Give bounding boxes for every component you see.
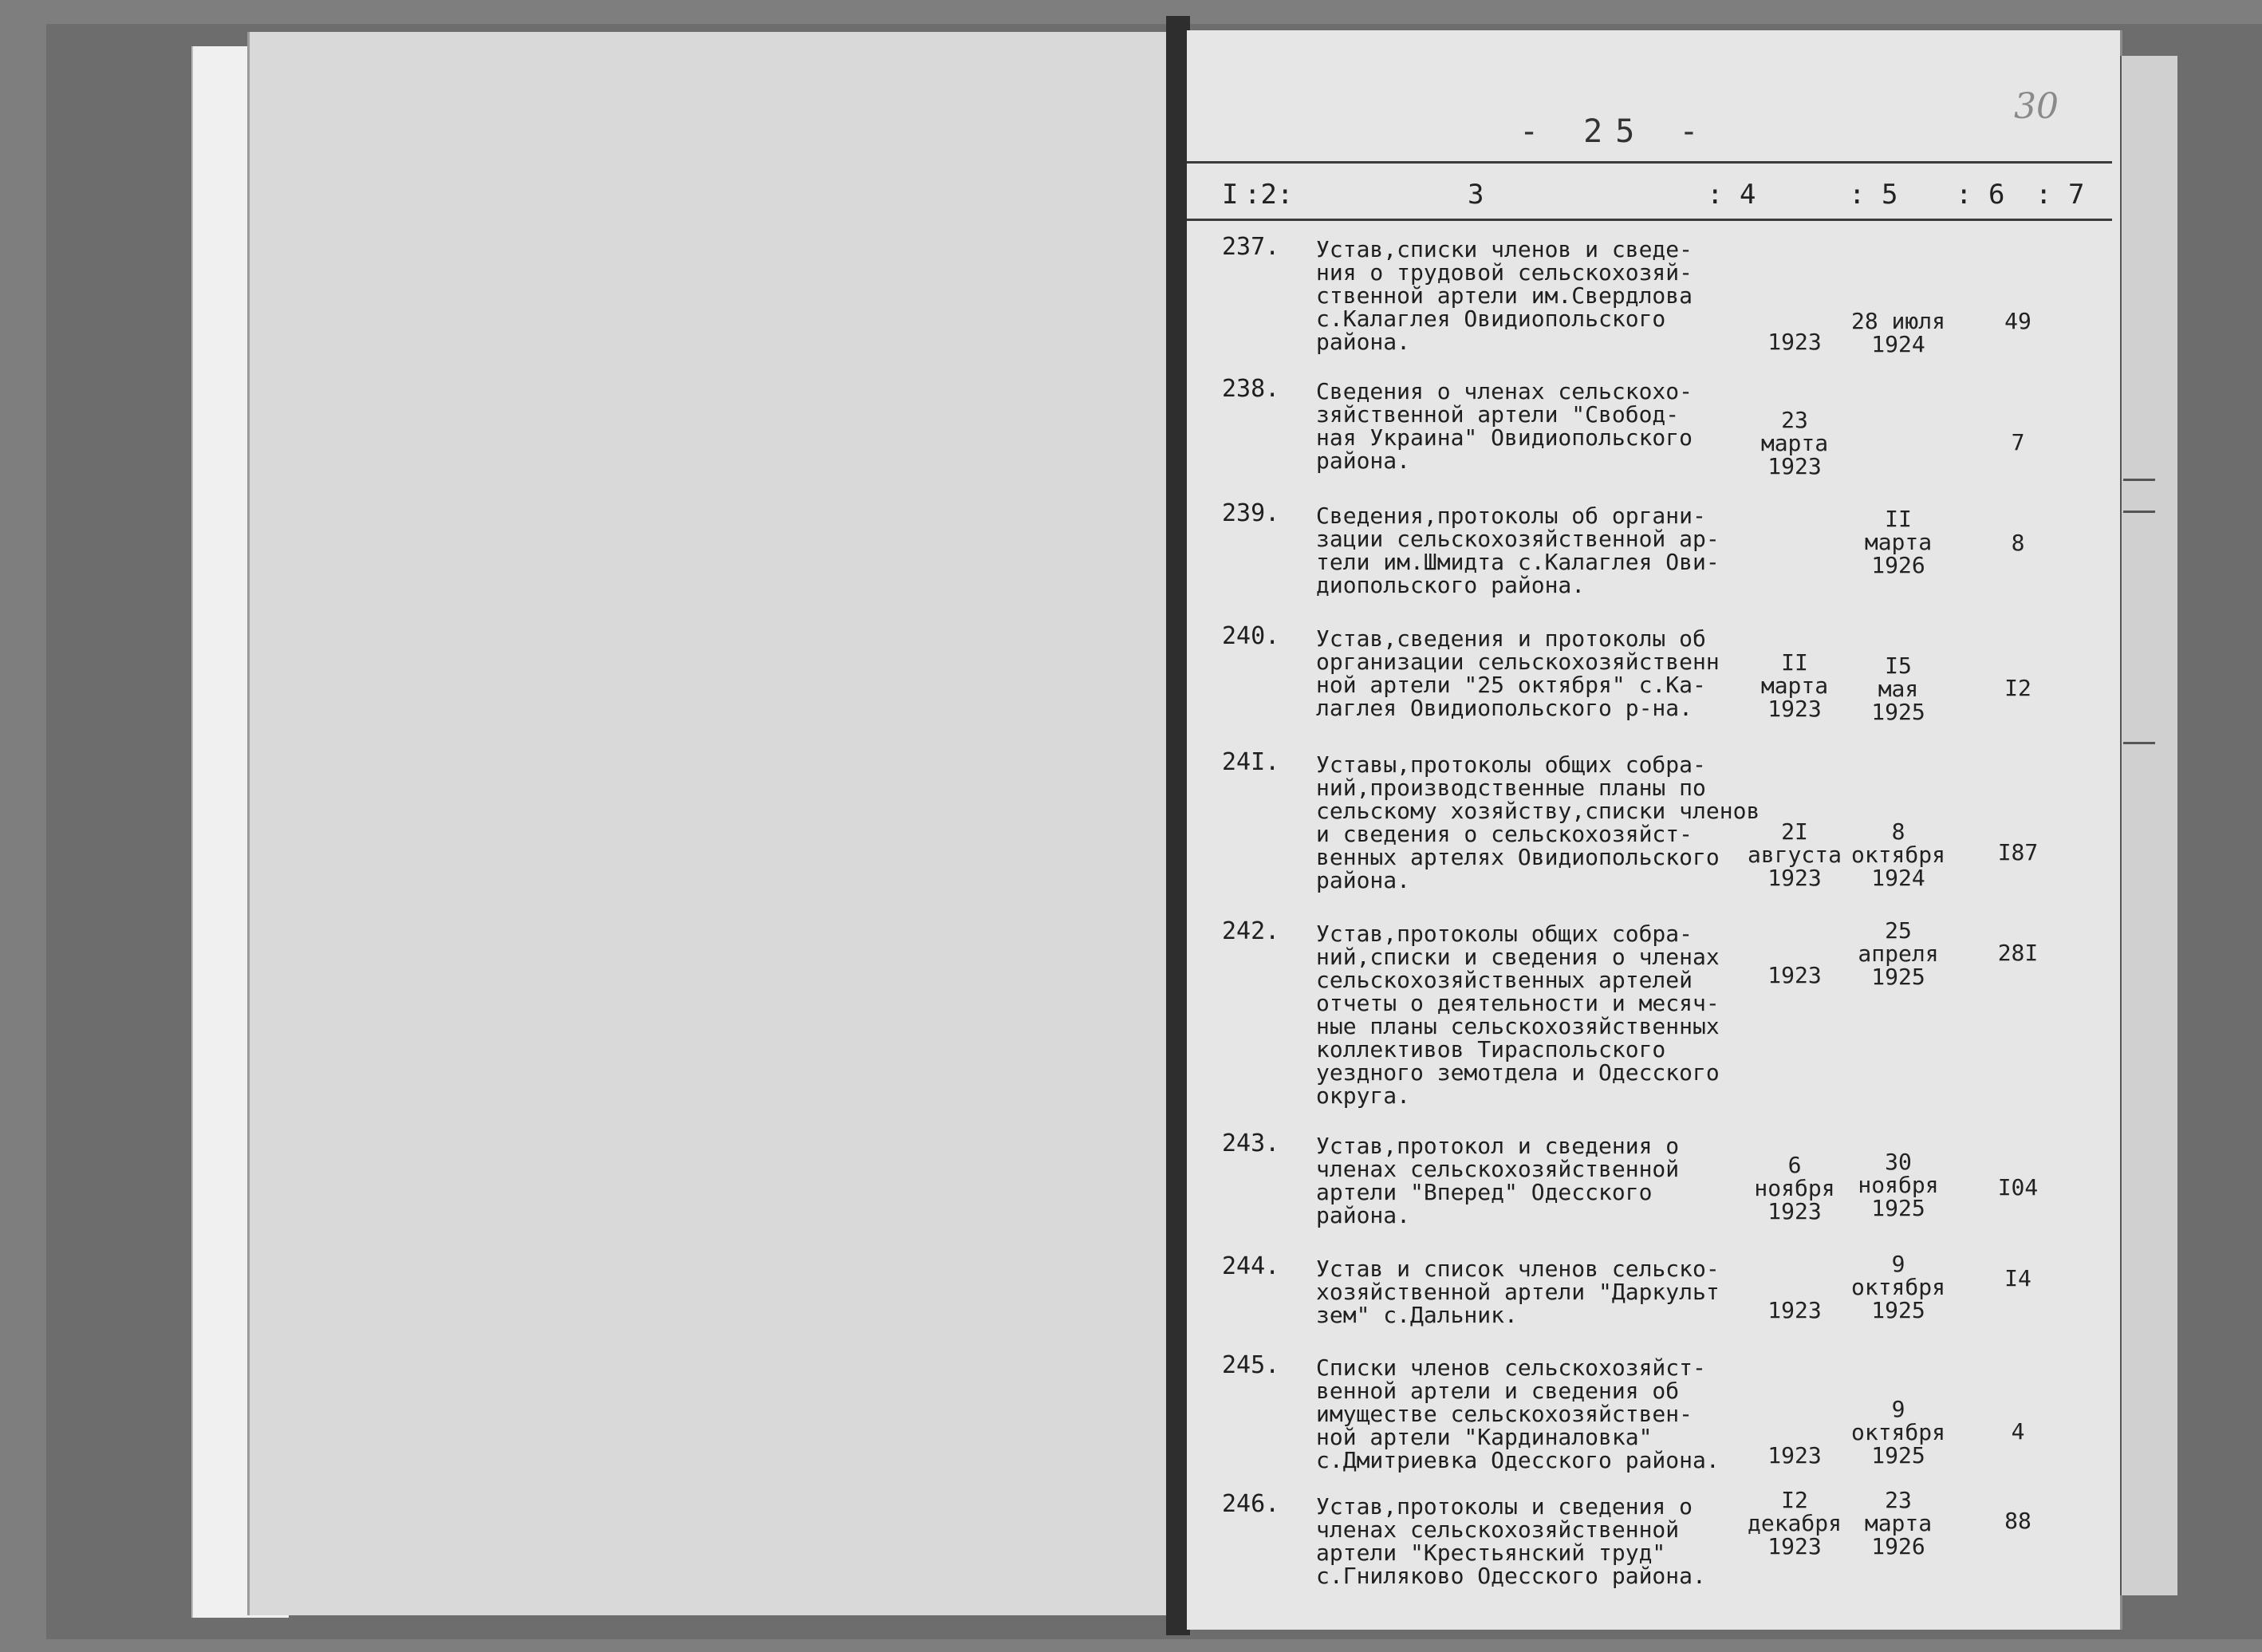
entry-description: Списки членов сельскохозяйст- венной артели и сведения об имуществе сельскохозяйствен- ной артели "Кардиналовка" с.Дмитриевка Одесского района.: [1316, 1354, 1720, 1473]
entry-description: Устав,протоколы и сведения о членах сельскохозяйственной артели "Крестьянский труд" с.Гниляково Одесского района.: [1316, 1493, 1706, 1589]
column-header-5: : 5: [1849, 179, 1898, 211]
entry-sheet-count: 88: [2004, 1508, 2031, 1534]
entry-end-date: 23 марта 1926: [1864, 1487, 1933, 1559]
column-header-1: I: [1222, 179, 1239, 211]
column-header-2: :2:: [1244, 179, 1294, 211]
entry-sheet-count: I2: [2004, 675, 2031, 701]
entry-description: Устав,протокол и сведения о членах сельскохозяйственной артели "Вперед" Одесского района.: [1316, 1133, 1680, 1228]
entry-sheet-count: 28I: [1997, 940, 2039, 966]
entry-start-date: II марта 1923: [1760, 649, 1829, 722]
entry-description: Устав,протоколы общих собра- ний,списки и сведения о членах сельскохозяйственных артелей отчеты о деятельности и месяч- ные планы сельскохозяйственных коллективов Тираспольского уездного земотдела и Одесского округа.: [1316, 921, 1720, 1109]
entry-start-date: 1923: [1767, 1297, 1822, 1323]
entry-number: 243.: [1222, 1130, 1280, 1157]
left-page-blank: [247, 32, 1177, 1615]
entry-end-date: 8 октября 1924: [1850, 818, 1945, 891]
entry-sheet-count: I04: [1997, 1174, 2039, 1201]
edge-tick: [2123, 742, 2155, 744]
sheet-number-handwritten: 30: [2014, 86, 2059, 127]
entry-end-date: 30 ноября 1925: [1858, 1149, 1939, 1221]
entry-end-date: 9 октября 1925: [1850, 1396, 1945, 1469]
column-header-6: : 6: [1956, 179, 2005, 211]
entry-start-date: 1923: [1767, 329, 1822, 355]
entry-description: Сведения о членах сельскохо- зяйственной артели "Свобод- ная Украина" Овидиопольского района.: [1316, 378, 1693, 474]
entry-end-date: 9 октября 1925: [1850, 1251, 1945, 1323]
header-rule-top: [1187, 161, 2112, 164]
entry-start-date: 1923: [1767, 962, 1822, 988]
entry-sheet-count: 4: [2011, 1418, 2025, 1445]
entry-end-date: 28 июля 1924: [1850, 308, 1945, 357]
entry-sheet-count: I87: [1997, 839, 2039, 865]
entry-end-date: II марта 1926: [1864, 506, 1933, 578]
entry-number: 239.: [1222, 499, 1280, 527]
entry-start-date: I2 декабря 1923: [1747, 1487, 1842, 1559]
entry-number: 237.: [1222, 233, 1280, 261]
page-number: - 25 -: [1519, 113, 1712, 150]
entry-number: 245.: [1222, 1351, 1280, 1379]
edge-tick: [2123, 511, 2155, 513]
entry-number: 246.: [1222, 1490, 1280, 1518]
edge-tick: [2123, 479, 2155, 481]
entry-start-date: 23 марта 1923: [1760, 407, 1829, 479]
entry-start-date: 6 ноября 1923: [1754, 1152, 1835, 1224]
column-header-4: : 4: [1707, 179, 1756, 211]
entry-description: Уставы,протоколы общих собра- ний,производственные планы по сельскому хозяйству,списки членов и сведения о сельскохозяйст- венных артелях Овидиопольского района.: [1316, 751, 1760, 893]
header-rule-bottom: [1187, 219, 2112, 221]
folded-page-edge: [2120, 56, 2177, 1595]
column-header-3: 3: [1468, 179, 1484, 211]
entry-description: Устав,списки членов и сведе- ния о трудовой сельскохозяй- ственной артели им.Свердлова с.Калаглея Овидиопольского района.: [1316, 236, 1693, 355]
entry-description: Устав и список членов сельско- хозяйственной артели "Даркульт зем" с.Дальник.: [1316, 1256, 1720, 1328]
entry-number: 244.: [1222, 1252, 1280, 1280]
entry-sheet-count: 8: [2011, 530, 2025, 556]
entry-start-date: 1923: [1767, 1442, 1822, 1469]
entry-number: 238.: [1222, 375, 1280, 403]
entry-number: 24I.: [1222, 748, 1280, 776]
entry-description: Устав,сведения и протоколы об организации сельскохозяйственн ной артели "25 октября" с.Ка- лаглея Овидиопольского р-на.: [1316, 625, 1720, 721]
entry-description: Сведения,протоколы об органи- зации сельскохозяйственной ар- тели им.Шмидта с.Калаглея Ови- диопольского района.: [1316, 503, 1720, 598]
entry-sheet-count: I4: [2004, 1265, 2031, 1291]
entry-start-date: 2I августа 1923: [1747, 818, 1842, 891]
entry-end-date: I5 мая 1925: [1871, 653, 1925, 725]
entry-number: 240.: [1222, 622, 1280, 650]
entry-sheet-count: 49: [2004, 308, 2031, 334]
entry-number: 242.: [1222, 917, 1280, 945]
entry-sheet-count: 7: [2011, 429, 2025, 455]
column-header-7: : 7: [2035, 179, 2085, 211]
entry-end-date: 25 апреля 1925: [1858, 917, 1939, 990]
